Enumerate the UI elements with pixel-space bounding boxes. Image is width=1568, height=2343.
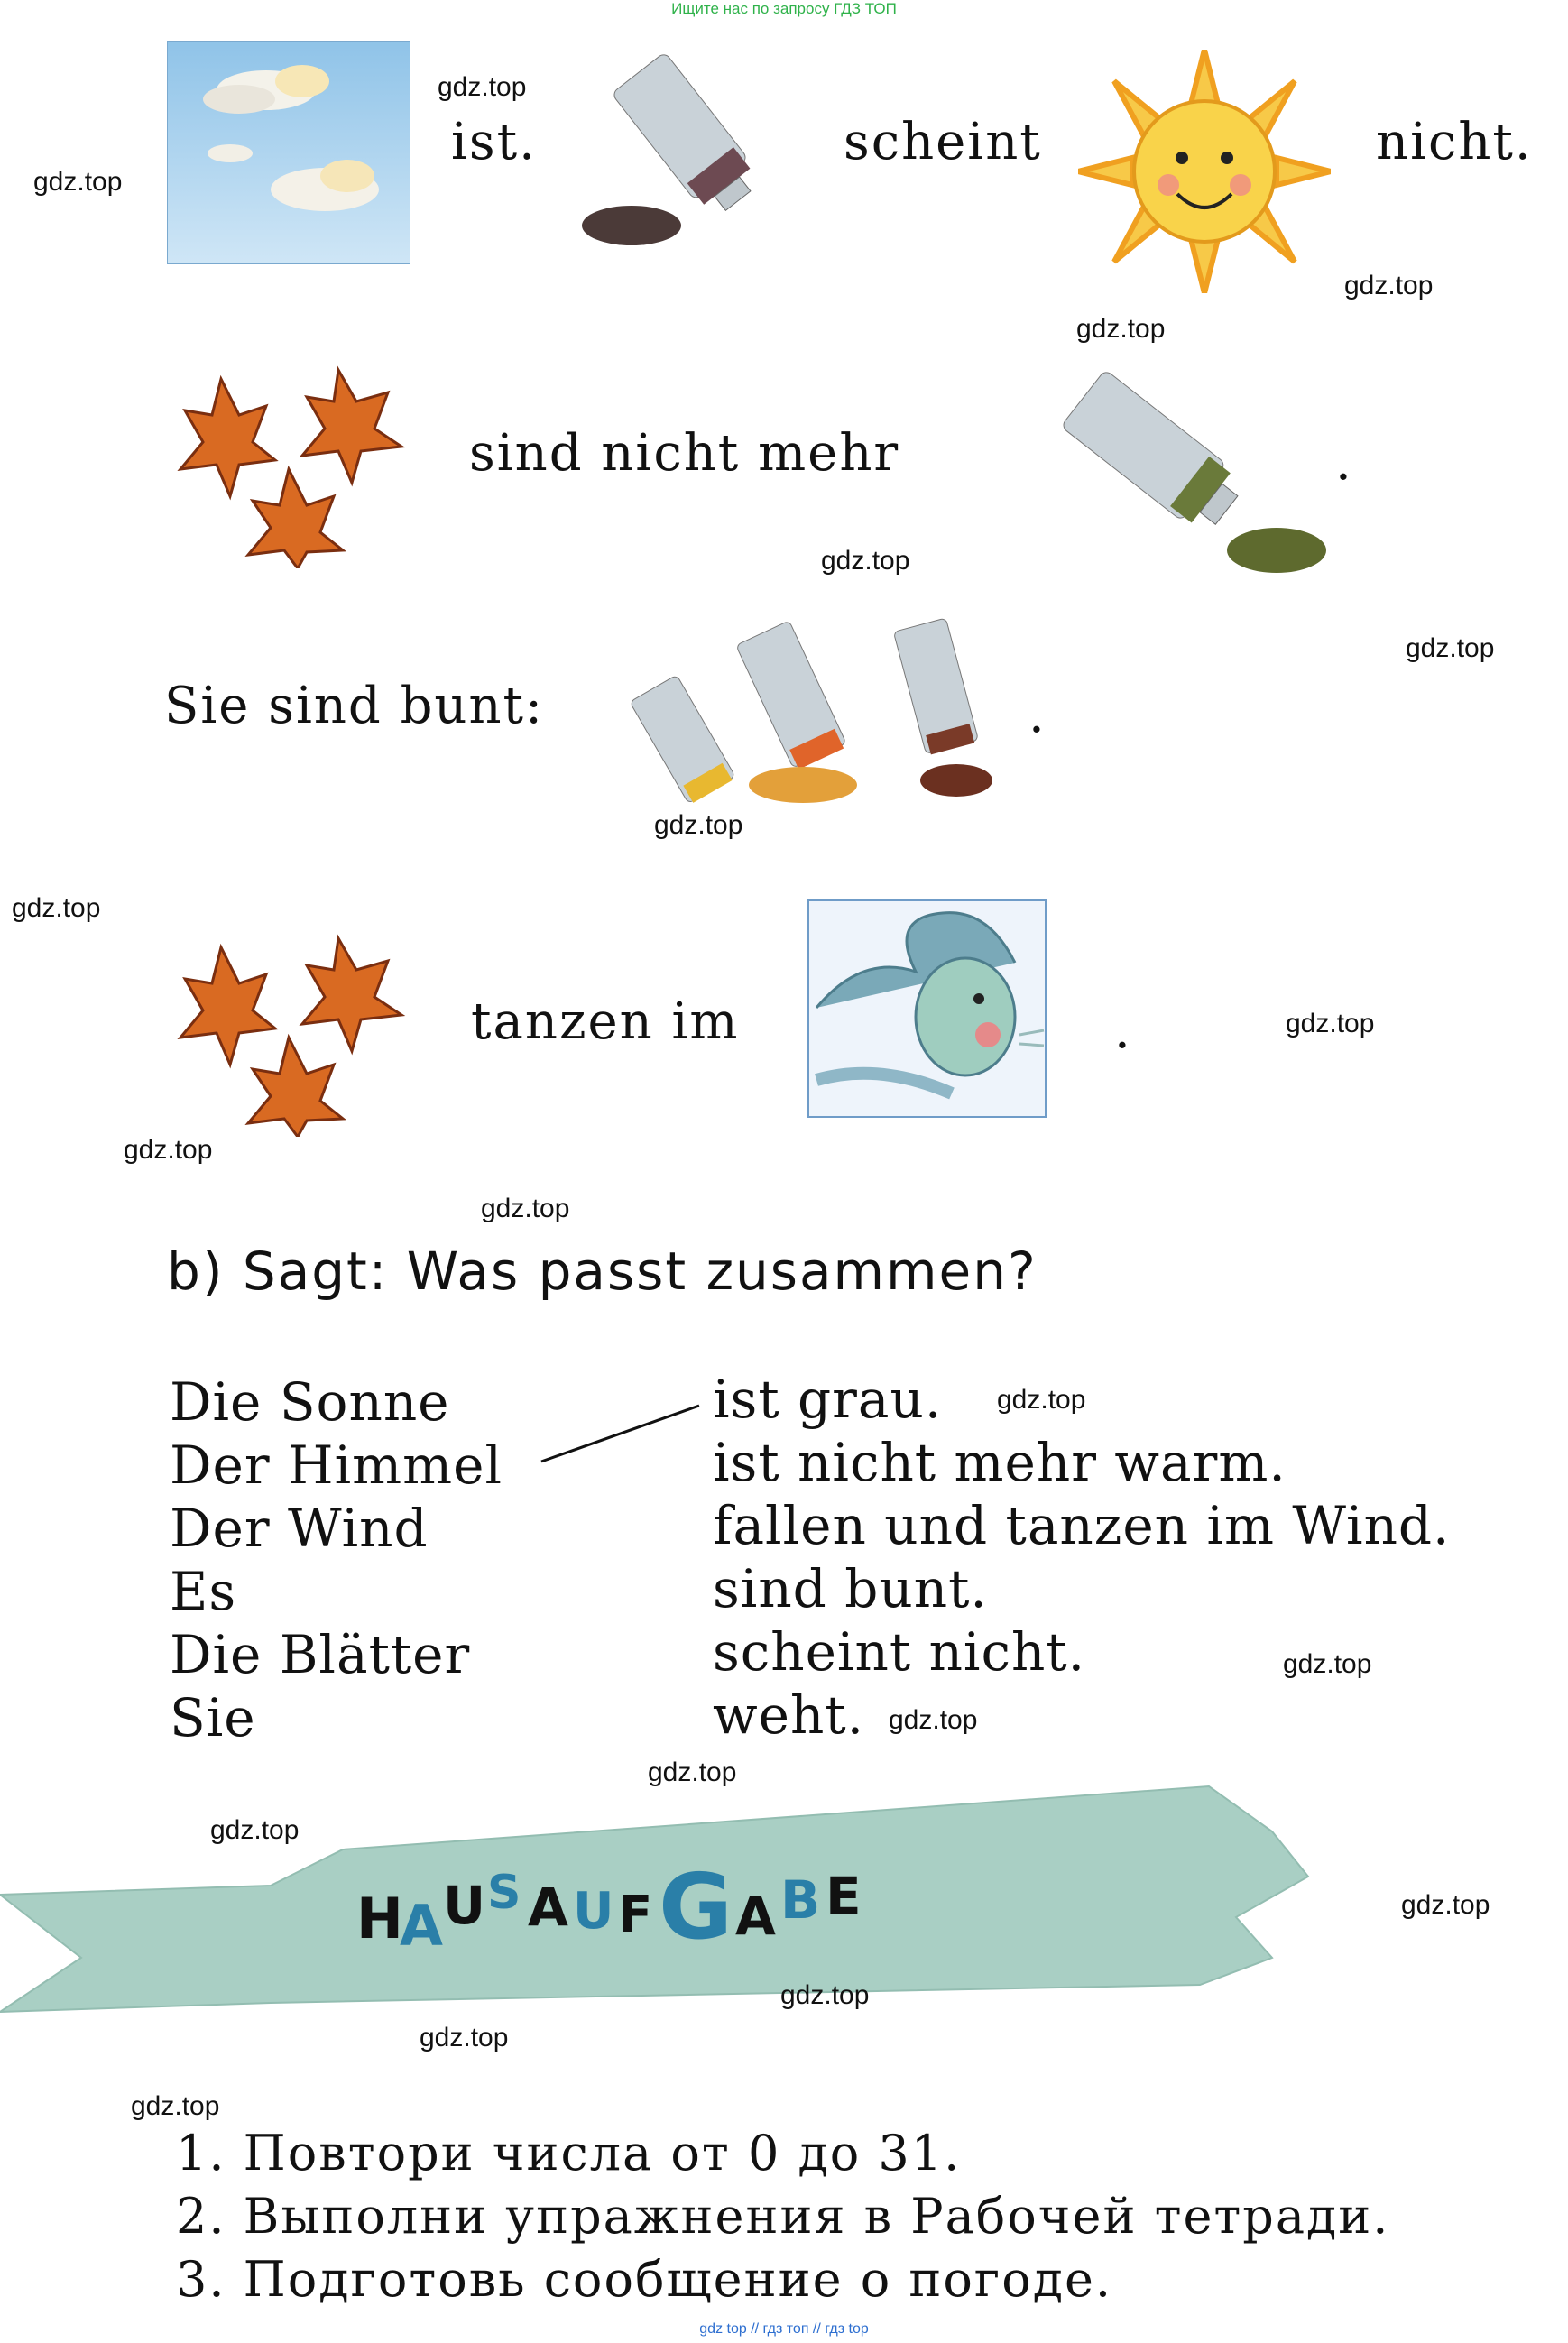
clouds-sky-icon	[167, 41, 410, 264]
sun-face-icon	[1078, 50, 1331, 293]
task-b-heading: b) Sagt: Was passt zusammen?	[167, 1241, 1038, 1302]
autumn-leaves-icon	[167, 929, 429, 1137]
watermark: gdz.top	[889, 1705, 978, 1735]
watermark: gdz.top	[12, 893, 101, 923]
watermark: gdz.top	[1401, 1890, 1490, 1920]
row4-dot: .	[1114, 1001, 1132, 1060]
paint-tubes-colorful-icon	[595, 613, 1019, 812]
row3-dot: .	[1028, 686, 1047, 744]
wind-face-icon	[807, 899, 1047, 1118]
left-item-2: Der Himmel	[170, 1434, 503, 1496]
left-item-6: Sie	[170, 1687, 256, 1748]
watermark: gdz.top	[780, 1980, 870, 2010]
row1-word-nicht: nicht.	[1376, 113, 1533, 171]
watermark: gdz.top	[420, 2023, 509, 2052]
watermark: gdz.top	[648, 1757, 737, 1787]
row3-text: Sie sind bunt:	[164, 677, 544, 735]
homework-item-2: 2. Выполни упражнения в Рабочей тетради.	[176, 2188, 1390, 2245]
left-item-5: Die Blätter	[170, 1624, 471, 1685]
left-item-3: Der Wind	[170, 1498, 429, 1559]
right-item-5: scheint nicht.	[713, 1621, 1086, 1683]
watermark: gdz.top	[33, 167, 123, 197]
watermark: gdz.top	[131, 2091, 220, 2121]
watermark: gdz.top	[481, 1194, 570, 1223]
row1-word-scheint: scheint	[844, 113, 1042, 171]
header-note: Ищите нас по запросу ГДЗ ТОП	[671, 0, 897, 17]
watermark: gdz.top	[1283, 1649, 1372, 1679]
paint-tube-brown-icon	[577, 36, 812, 262]
match-line	[532, 1398, 713, 1471]
watermark: gdz.top	[210, 1815, 300, 1845]
row1-word-ist: ist.	[451, 113, 537, 171]
watermark: gdz.top	[1344, 271, 1434, 300]
right-item-6: weht.	[713, 1684, 865, 1746]
homework-item-1: 1. Повтори числа от 0 до 31.	[176, 2125, 962, 2182]
row4-text: tanzen im	[471, 992, 740, 1051]
right-item-1: ist grau.	[713, 1369, 943, 1430]
right-item-4: sind bunt.	[713, 1558, 988, 1619]
watermark: gdz.top	[821, 546, 910, 576]
left-item-1: Die Sonne	[170, 1371, 450, 1433]
right-item-3: fallen und tanzen im Wind.	[713, 1495, 1451, 1556]
paint-tube-green-icon	[1006, 347, 1331, 582]
watermark: gdz.top	[997, 1385, 1086, 1415]
autumn-leaves-icon	[167, 361, 429, 568]
homework-item-3: 3. Подготовь сообщение о погоде.	[176, 2251, 1113, 2308]
watermark: gdz.top	[438, 72, 527, 102]
watermark: gdz.top	[1406, 633, 1495, 663]
watermark: gdz.top	[654, 810, 743, 840]
footer-note: gdz top // гдз топ // гдз top	[699, 2321, 869, 2337]
row2-dot: .	[1335, 433, 1353, 492]
watermark: gdz.top	[124, 1135, 213, 1165]
right-item-2: ist nicht mehr warm.	[713, 1432, 1287, 1493]
left-item-4: Es	[170, 1561, 237, 1622]
watermark: gdz.top	[1286, 1009, 1375, 1038]
banner-title: H A U S A U F G A B E	[356, 1854, 862, 1960]
row2-text: sind nicht mehr	[469, 424, 900, 483]
watermark: gdz.top	[1076, 314, 1166, 344]
